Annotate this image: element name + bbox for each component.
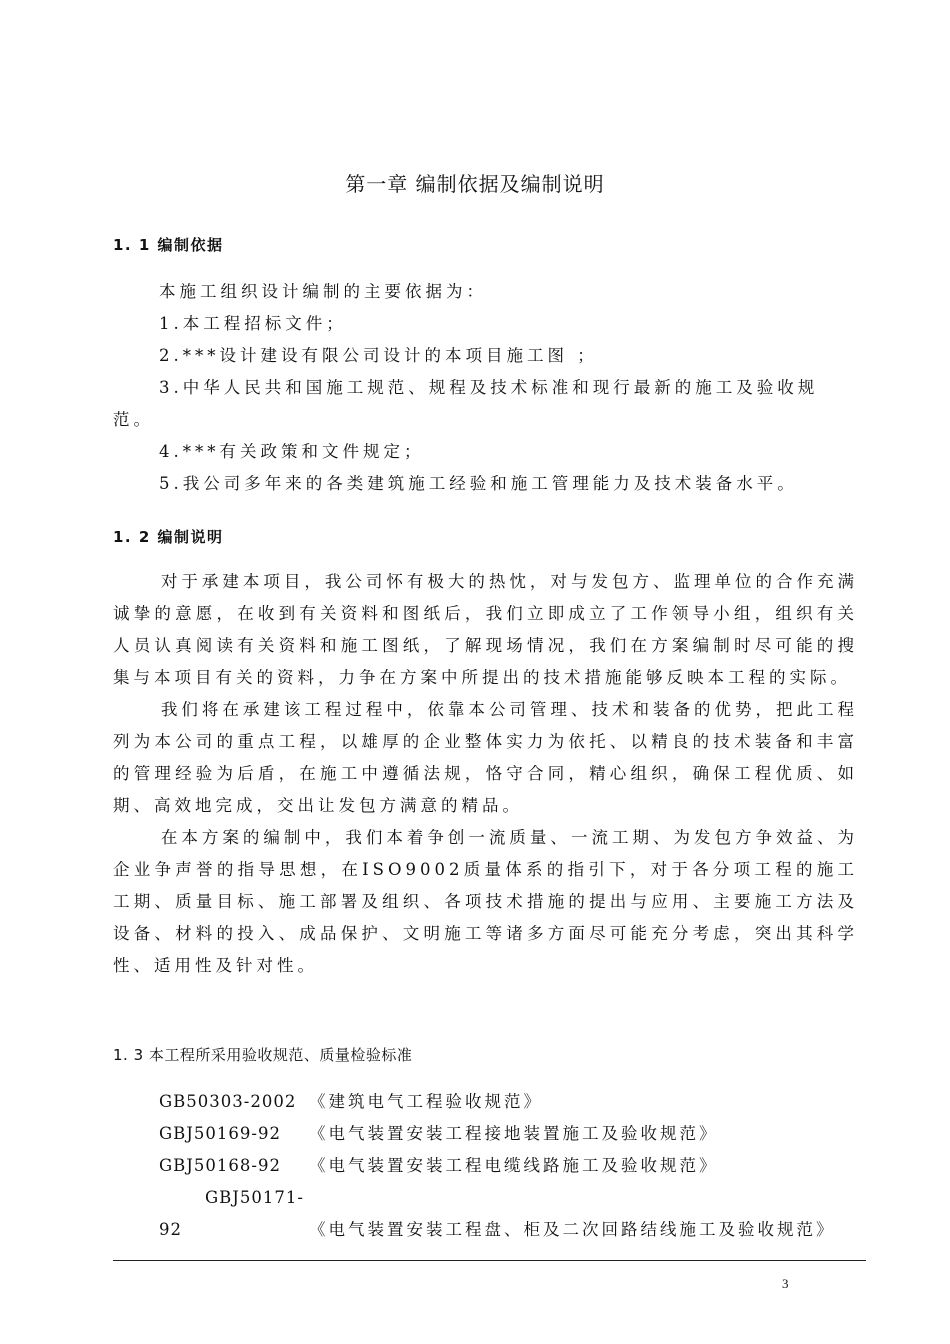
standard-title: 《电气装置安装工程电缆线路施工及验收规范》 [309, 1156, 719, 1175]
paragraph: 对于承建本项目，我公司怀有极大的热忱，对与发包方、监理单位的合作充满诚挚的意愿，在收到有关资料和图纸后，我们立即成立了工作领导小组，组织有关人员认真阅读有关资料和施工图纸，了解现场情况，我们在方案编制时尽可能的搜集与本项目有关的资料，力争在方案中所提出的技术措施能够反映本工程的实际。 [113, 572, 858, 687]
basis-item: 1.本工程招标文件； [159, 314, 347, 333]
standard-code: GBJ50171-92 [159, 1188, 304, 1239]
standard-title: 《电气装置安装工程接地装置施工及验收规范》 [309, 1124, 719, 1143]
section-1-2-body [113, 566, 858, 982]
standards-list [113, 1086, 858, 1246]
paragraph: 在本方案的编制中，我们本着争创一流质量、一流工期、为发包方争效益、为企业争声誉的指导思想，在ISO9002质量体系的指引下，对于各分项工程的施工工期、质量目标、施工部署及组织、各项技术措施的提出与应用、主要施工方法及设备、材料的投入、成品保护、文明施工等诸多方面尽可能充分考虑，突出其科学性、适用性及针对性。 [113, 828, 858, 975]
basis-item: 3.中华人民共和国施工规范、规程及技术标准和现行最新的施工及验收规范。 [113, 378, 819, 429]
chapter-title: 第一章 编制依据及编制说明 [345, 172, 605, 196]
section-heading-1-3: 1. 3 本工程所采用验收规范、质量检验标准 [113, 1046, 413, 1064]
section-1-1-intro: 本施工组织设计编制的主要依据为： [159, 282, 487, 301]
section-heading-1-2: 1. 2 编制说明 [113, 528, 224, 546]
basis-item: 5.我公司多年来的各类建筑施工经验和施工管理能力及技术装备水平。 [159, 474, 798, 493]
standard-code: GBJ50168-92 [159, 1156, 281, 1175]
basis-item: 4.***有关政策和文件规定； [159, 442, 425, 461]
standard-item [113, 1150, 858, 1182]
footer-divider [113, 1260, 866, 1261]
page-number: 3 [782, 1276, 789, 1291]
standard-title: 《电气装置安装工程盘、柜及二次回路结线施工及验收规范》 [309, 1220, 836, 1239]
standard-code: GBJ50169-92 [159, 1124, 281, 1143]
section-1-1-body [113, 276, 858, 500]
standard-item [113, 1118, 858, 1150]
standard-code: GB50303-2002 [159, 1092, 297, 1111]
section-heading-1-1: 1. 1 编制依据 [113, 236, 224, 254]
standard-item [113, 1086, 858, 1118]
standard-item [113, 1182, 858, 1246]
paragraph: 我们将在承建该工程过程中，依靠本公司管理、技术和装备的优势，把此工程列为本公司的重点工程，以雄厚的企业整体实力为依托、以精良的技术装备和丰富的管理经验为后盾，在施工中遵循法规，恪守合同，精心组织，确保工程优质、如期、高效地完成，交出让发包方满意的精品。 [113, 700, 858, 815]
basis-item: 2.***设计建设有限公司设计的本项目施工图 ； [159, 346, 598, 365]
standard-title: 《建筑电气工程验收规范》 [309, 1092, 543, 1111]
